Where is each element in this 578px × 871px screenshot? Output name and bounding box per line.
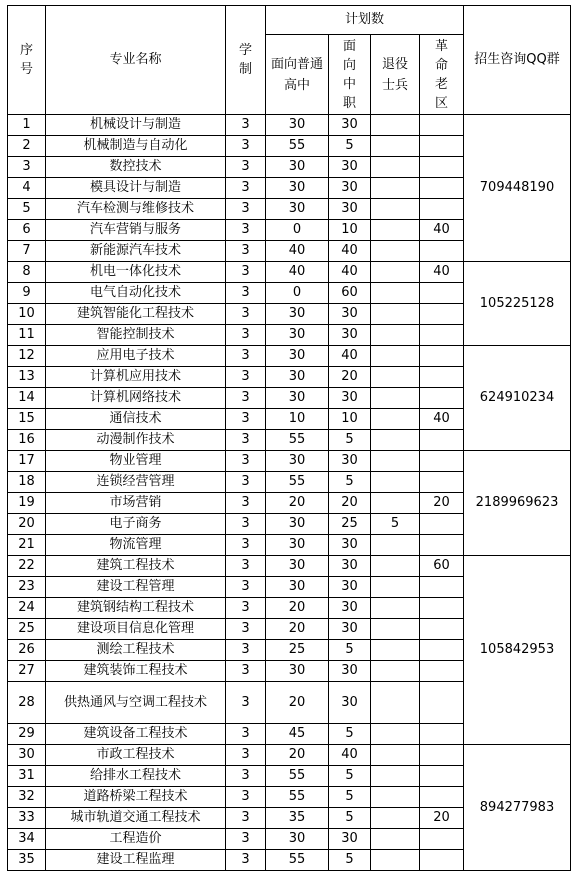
- cell-old-area: [420, 661, 464, 682]
- cell-high-school: 30: [266, 388, 329, 409]
- cell-index: 30: [8, 745, 46, 766]
- cell-veterans: [371, 640, 420, 661]
- cell-high-school: 30: [266, 346, 329, 367]
- cell-veterans: [371, 577, 420, 598]
- cell-high-school: 30: [266, 367, 329, 388]
- cell-old-area: 40: [420, 409, 464, 430]
- cell-vocational: 30: [329, 619, 371, 640]
- cell-major-name: 应用电子技术: [46, 346, 226, 367]
- enrollment-plan-table: [7, 5, 571, 871]
- cell-old-area: [420, 157, 464, 178]
- cell-years: 3: [226, 241, 266, 262]
- table-row: [8, 346, 571, 367]
- cell-major-name: 市场营销: [46, 493, 226, 514]
- cell-years: 3: [226, 388, 266, 409]
- cell-vocational: 30: [329, 598, 371, 619]
- cell-vocational: 5: [329, 850, 371, 871]
- cell-major-name: 数控技术: [46, 157, 226, 178]
- cell-vocational: 30: [329, 115, 371, 136]
- cell-vocational: 30: [329, 556, 371, 577]
- cell-major-name: 智能控制技术: [46, 325, 226, 346]
- cell-index: 24: [8, 598, 46, 619]
- cell-years: 3: [226, 619, 266, 640]
- cell-index: 4: [8, 178, 46, 199]
- cell-old-area: [420, 745, 464, 766]
- cell-veterans: [371, 829, 420, 850]
- cell-old-area: [420, 346, 464, 367]
- header-years: [226, 6, 266, 115]
- cell-high-school: 20: [266, 682, 329, 724]
- cell-vocational: 30: [329, 535, 371, 556]
- cell-years: 3: [226, 178, 266, 199]
- cell-index: 34: [8, 829, 46, 850]
- cell-index: 31: [8, 766, 46, 787]
- cell-veterans: [371, 199, 420, 220]
- cell-high-school: 20: [266, 619, 329, 640]
- cell-old-area: [420, 472, 464, 493]
- cell-old-area: [420, 304, 464, 325]
- cell-old-area: 40: [420, 220, 464, 241]
- cell-high-school: 30: [266, 115, 329, 136]
- cell-high-school: 20: [266, 493, 329, 514]
- cell-high-school: 55: [266, 766, 329, 787]
- cell-qq-group: 105225128: [464, 262, 571, 346]
- cell-high-school: 55: [266, 787, 329, 808]
- cell-years: 3: [226, 304, 266, 325]
- cell-index: 19: [8, 493, 46, 514]
- cell-veterans: [371, 304, 420, 325]
- cell-old-area: [420, 451, 464, 472]
- cell-years: 3: [226, 430, 266, 451]
- cell-major-name: 道路桥梁工程技术: [46, 787, 226, 808]
- cell-high-school: 40: [266, 262, 329, 283]
- cell-veterans: [371, 661, 420, 682]
- cell-veterans: [371, 472, 420, 493]
- cell-index: 10: [8, 304, 46, 325]
- cell-high-school: 30: [266, 577, 329, 598]
- cell-high-school: 30: [266, 535, 329, 556]
- cell-veterans: [371, 325, 420, 346]
- cell-index: 7: [8, 241, 46, 262]
- cell-high-school: 30: [266, 157, 329, 178]
- cell-vocational: 20: [329, 367, 371, 388]
- cell-vocational: 30: [329, 682, 371, 724]
- cell-old-area: [420, 850, 464, 871]
- cell-major-name: 模具设计与制造: [46, 178, 226, 199]
- header-high-school-label: 面向普通高中: [271, 56, 324, 93]
- cell-qq-group: 709448190: [464, 115, 571, 262]
- cell-index: 22: [8, 556, 46, 577]
- cell-years: 3: [226, 367, 266, 388]
- cell-veterans: [371, 367, 420, 388]
- cell-old-area: [420, 283, 464, 304]
- cell-old-area: [420, 640, 464, 661]
- cell-major-name: 给排水工程技术: [46, 766, 226, 787]
- cell-major-name: 物流管理: [46, 535, 226, 556]
- table-row: [8, 115, 571, 136]
- cell-vocational: 30: [329, 325, 371, 346]
- cell-vocational: 30: [329, 577, 371, 598]
- cell-veterans: [371, 451, 420, 472]
- cell-major-name: 连锁经营管理: [46, 472, 226, 493]
- cell-index: 26: [8, 640, 46, 661]
- cell-years: 3: [226, 640, 266, 661]
- cell-years: 3: [226, 199, 266, 220]
- cell-vocational: 40: [329, 241, 371, 262]
- cell-old-area: [420, 241, 464, 262]
- cell-high-school: 30: [266, 829, 329, 850]
- cell-index: 12: [8, 346, 46, 367]
- cell-index: 16: [8, 430, 46, 451]
- cell-qq-group: 624910234: [464, 346, 571, 451]
- cell-old-area: [420, 136, 464, 157]
- cell-veterans: [371, 766, 420, 787]
- cell-high-school: 30: [266, 199, 329, 220]
- cell-index: 23: [8, 577, 46, 598]
- cell-years: 3: [226, 829, 266, 850]
- cell-vocational: 40: [329, 346, 371, 367]
- header-plan-group: [266, 6, 464, 35]
- cell-vocational: 30: [329, 388, 371, 409]
- cell-vocational: 5: [329, 640, 371, 661]
- cell-old-area: [420, 766, 464, 787]
- cell-index: 33: [8, 808, 46, 829]
- cell-index: 15: [8, 409, 46, 430]
- cell-high-school: 45: [266, 724, 329, 745]
- cell-index: 8: [8, 262, 46, 283]
- header-vocational-label: 面向中职: [343, 38, 357, 111]
- cell-years: 3: [226, 325, 266, 346]
- header-plan-group-label: 计划数: [345, 12, 385, 27]
- table-row: [8, 451, 571, 472]
- cell-vocational: 30: [329, 661, 371, 682]
- cell-major-name: 机械制造与自动化: [46, 136, 226, 157]
- cell-old-area: [420, 199, 464, 220]
- cell-high-school: 30: [266, 514, 329, 535]
- cell-index: 32: [8, 787, 46, 808]
- header-index: [8, 6, 46, 115]
- cell-vocational: 30: [329, 199, 371, 220]
- cell-high-school: 0: [266, 220, 329, 241]
- cell-veterans: [371, 682, 420, 724]
- cell-index: 5: [8, 199, 46, 220]
- cell-high-school: 20: [266, 598, 329, 619]
- cell-old-area: [420, 619, 464, 640]
- cell-high-school: 0: [266, 283, 329, 304]
- cell-veterans: [371, 556, 420, 577]
- header-index-label: 序号: [20, 43, 34, 77]
- cell-major-name: 建设工程监理: [46, 850, 226, 871]
- cell-old-area: 60: [420, 556, 464, 577]
- cell-veterans: [371, 178, 420, 199]
- cell-major-name: 动漫制作技术: [46, 430, 226, 451]
- cell-major-name: 汽车检测与维修技术: [46, 199, 226, 220]
- cell-years: 3: [226, 766, 266, 787]
- cell-veterans: [371, 850, 420, 871]
- cell-index: 13: [8, 367, 46, 388]
- header-qq-group: [464, 6, 571, 115]
- cell-vocational: 5: [329, 808, 371, 829]
- cell-years: 3: [226, 850, 266, 871]
- cell-veterans: [371, 157, 420, 178]
- cell-veterans: [371, 745, 420, 766]
- cell-years: 3: [226, 493, 266, 514]
- cell-veterans: [371, 220, 420, 241]
- cell-major-name: 市政工程技术: [46, 745, 226, 766]
- cell-years: 3: [226, 577, 266, 598]
- cell-veterans: [371, 493, 420, 514]
- cell-major-name: 城市轨道交通工程技术: [46, 808, 226, 829]
- cell-high-school: 20: [266, 745, 329, 766]
- cell-index: 17: [8, 451, 46, 472]
- cell-index: 1: [8, 115, 46, 136]
- cell-vocational: 5: [329, 430, 371, 451]
- cell-old-area: [420, 577, 464, 598]
- cell-high-school: 40: [266, 241, 329, 262]
- cell-years: 3: [226, 472, 266, 493]
- cell-high-school: 30: [266, 451, 329, 472]
- cell-index: 29: [8, 724, 46, 745]
- cell-years: 3: [226, 724, 266, 745]
- cell-qq-group: 2189969623: [464, 451, 571, 556]
- cell-qq-group: 105842953: [464, 556, 571, 745]
- cell-veterans: [371, 388, 420, 409]
- cell-major-name: 建筑智能化工程技术: [46, 304, 226, 325]
- cell-years: 3: [226, 136, 266, 157]
- header-vocational: [329, 35, 371, 115]
- cell-vocational: 40: [329, 262, 371, 283]
- cell-vocational: 20: [329, 493, 371, 514]
- cell-index: 35: [8, 850, 46, 871]
- cell-old-area: [420, 178, 464, 199]
- cell-high-school: 10: [266, 409, 329, 430]
- cell-qq-group: 894277983: [464, 745, 571, 871]
- cell-index: 2: [8, 136, 46, 157]
- cell-old-area: [420, 598, 464, 619]
- header-old-area-label: 革命老区: [435, 38, 449, 111]
- table-row: [8, 556, 571, 577]
- cell-old-area: 40: [420, 262, 464, 283]
- cell-major-name: 建设项目信息化管理: [46, 619, 226, 640]
- cell-high-school: 30: [266, 556, 329, 577]
- header-old-area: [420, 35, 464, 115]
- cell-index: 25: [8, 619, 46, 640]
- cell-index: 3: [8, 157, 46, 178]
- cell-index: 11: [8, 325, 46, 346]
- cell-index: 6: [8, 220, 46, 241]
- cell-index: 18: [8, 472, 46, 493]
- cell-old-area: [420, 325, 464, 346]
- cell-veterans: 5: [371, 514, 420, 535]
- cell-veterans: [371, 136, 420, 157]
- cell-index: 28: [8, 682, 46, 724]
- cell-vocational: 5: [329, 724, 371, 745]
- cell-vocational: 10: [329, 409, 371, 430]
- cell-veterans: [371, 535, 420, 556]
- cell-high-school: 30: [266, 178, 329, 199]
- cell-major-name: 建筑工程技术: [46, 556, 226, 577]
- cell-high-school: 30: [266, 304, 329, 325]
- cell-major-name: 新能源汽车技术: [46, 241, 226, 262]
- cell-high-school: 30: [266, 661, 329, 682]
- cell-major-name: 工程造价: [46, 829, 226, 850]
- cell-high-school: 55: [266, 850, 329, 871]
- cell-years: 3: [226, 409, 266, 430]
- cell-major-name: 建筑钢结构工程技术: [46, 598, 226, 619]
- table-row: [8, 745, 571, 766]
- cell-index: 27: [8, 661, 46, 682]
- cell-major-name: 计算机网络技术: [46, 388, 226, 409]
- cell-old-area: [420, 724, 464, 745]
- table-row: [8, 262, 571, 283]
- cell-high-school: 55: [266, 430, 329, 451]
- cell-years: 3: [226, 787, 266, 808]
- cell-major-name: 测绘工程技术: [46, 640, 226, 661]
- header-years-label: 学制: [239, 43, 253, 77]
- header-veterans-label: 退役士兵: [382, 56, 409, 93]
- cell-years: 3: [226, 346, 266, 367]
- cell-years: 3: [226, 535, 266, 556]
- cell-old-area: [420, 430, 464, 451]
- header-high-school: [266, 35, 329, 115]
- cell-veterans: [371, 808, 420, 829]
- cell-major-name: 机械设计与制造: [46, 115, 226, 136]
- cell-old-area: [420, 829, 464, 850]
- cell-veterans: [371, 115, 420, 136]
- cell-years: 3: [226, 598, 266, 619]
- header-veterans: [371, 35, 420, 115]
- cell-years: 3: [226, 556, 266, 577]
- cell-veterans: [371, 283, 420, 304]
- cell-major-name: 建筑装饰工程技术: [46, 661, 226, 682]
- cell-years: 3: [226, 682, 266, 724]
- cell-years: 3: [226, 451, 266, 472]
- cell-veterans: [371, 262, 420, 283]
- cell-index: 20: [8, 514, 46, 535]
- cell-years: 3: [226, 220, 266, 241]
- cell-years: 3: [226, 745, 266, 766]
- cell-vocational: 5: [329, 766, 371, 787]
- cell-major-name: 汽车营销与服务: [46, 220, 226, 241]
- cell-high-school: 25: [266, 640, 329, 661]
- table-body: [8, 115, 571, 871]
- cell-years: 3: [226, 514, 266, 535]
- cell-major-name: 物业管理: [46, 451, 226, 472]
- cell-veterans: [371, 430, 420, 451]
- cell-years: 3: [226, 157, 266, 178]
- cell-major-name: 通信技术: [46, 409, 226, 430]
- cell-veterans: [371, 724, 420, 745]
- cell-years: 3: [226, 283, 266, 304]
- cell-vocational: 10: [329, 220, 371, 241]
- cell-vocational: 25: [329, 514, 371, 535]
- cell-old-area: [420, 535, 464, 556]
- cell-high-school: 30: [266, 325, 329, 346]
- cell-vocational: 30: [329, 451, 371, 472]
- cell-high-school: 35: [266, 808, 329, 829]
- cell-years: 3: [226, 808, 266, 829]
- cell-veterans: [371, 619, 420, 640]
- cell-major-name: 电气自动化技术: [46, 283, 226, 304]
- cell-vocational: 60: [329, 283, 371, 304]
- cell-vocational: 5: [329, 136, 371, 157]
- table-header: [8, 6, 571, 115]
- cell-major-name: 计算机应用技术: [46, 367, 226, 388]
- cell-vocational: 40: [329, 745, 371, 766]
- header-major-label: 专业名称: [109, 52, 162, 67]
- cell-vocational: 30: [329, 178, 371, 199]
- header-qq-group-label: 招生咨询QQ群: [474, 52, 560, 67]
- cell-old-area: [420, 787, 464, 808]
- cell-vocational: 5: [329, 787, 371, 808]
- cell-high-school: 55: [266, 136, 329, 157]
- cell-veterans: [371, 598, 420, 619]
- cell-old-area: 20: [420, 493, 464, 514]
- cell-veterans: [371, 346, 420, 367]
- cell-years: 3: [226, 262, 266, 283]
- cell-vocational: 30: [329, 829, 371, 850]
- cell-index: 14: [8, 388, 46, 409]
- cell-veterans: [371, 241, 420, 262]
- cell-vocational: 30: [329, 304, 371, 325]
- cell-vocational: 5: [329, 472, 371, 493]
- cell-major-name: 建筑设备工程技术: [46, 724, 226, 745]
- cell-major-name: 建设工程管理: [46, 577, 226, 598]
- cell-old-area: [420, 115, 464, 136]
- cell-major-name: 供热通风与空调工程技术: [46, 682, 226, 724]
- cell-index: 21: [8, 535, 46, 556]
- cell-major-name: 机电一体化技术: [46, 262, 226, 283]
- cell-old-area: 20: [420, 808, 464, 829]
- header-major: [46, 6, 226, 115]
- cell-veterans: [371, 409, 420, 430]
- cell-high-school: 55: [266, 472, 329, 493]
- cell-years: 3: [226, 661, 266, 682]
- cell-old-area: [420, 514, 464, 535]
- cell-veterans: [371, 787, 420, 808]
- cell-major-name: 电子商务: [46, 514, 226, 535]
- cell-old-area: [420, 388, 464, 409]
- enrollment-plan-container: [7, 5, 571, 871]
- cell-years: 3: [226, 115, 266, 136]
- cell-old-area: [420, 682, 464, 724]
- cell-vocational: 30: [329, 157, 371, 178]
- cell-index: 9: [8, 283, 46, 304]
- cell-old-area: [420, 367, 464, 388]
